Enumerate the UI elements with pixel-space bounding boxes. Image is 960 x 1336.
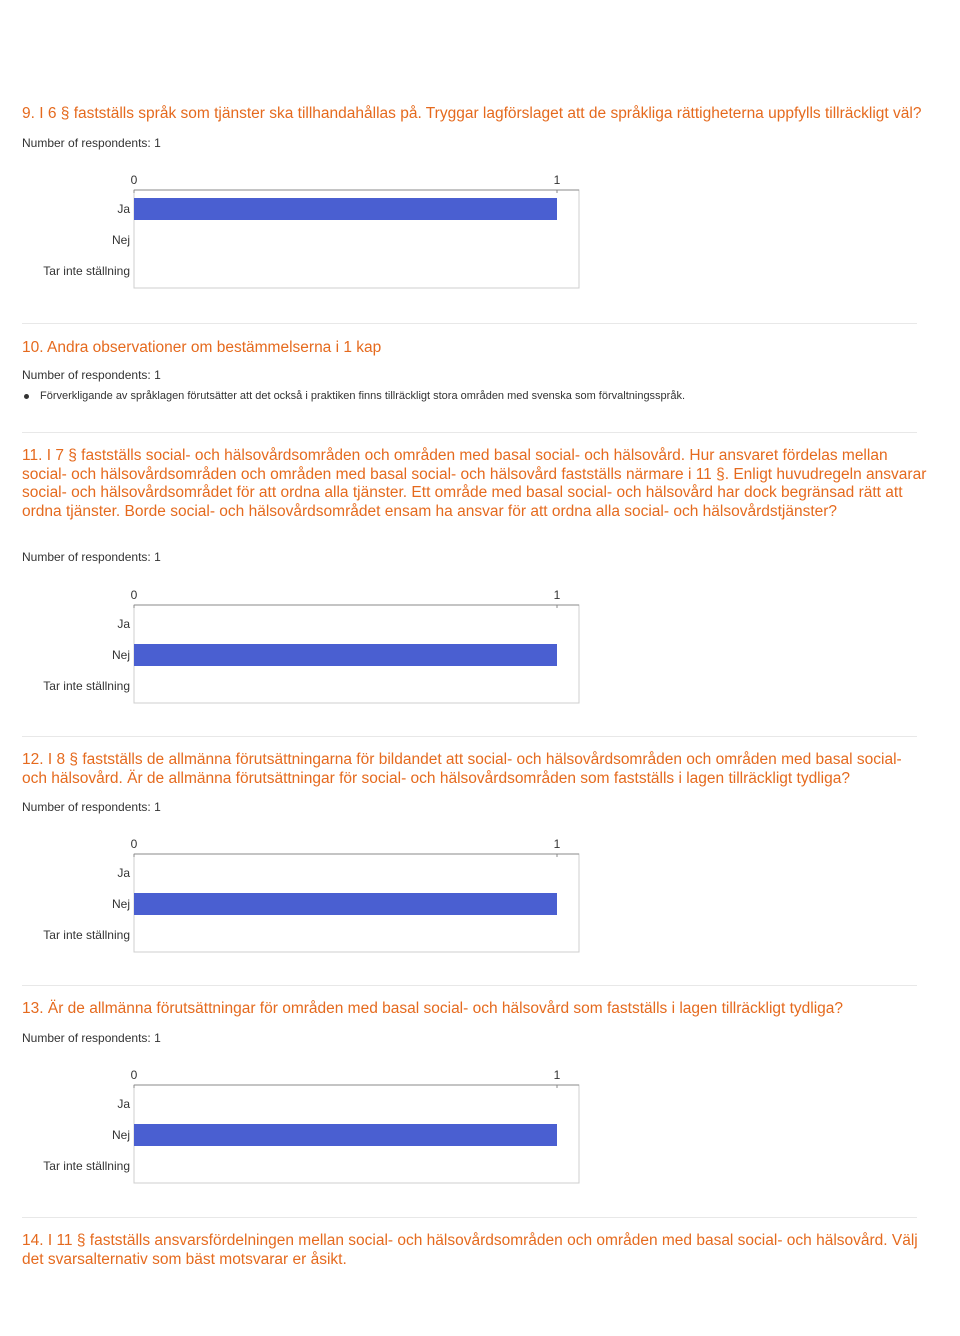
divider (22, 432, 917, 433)
question-12-respondents: Number of respondents: 1 (22, 800, 161, 814)
x-tick-label: 1 (553, 588, 561, 602)
x-tick-label: 0 (130, 588, 138, 602)
question-12-chart (0, 834, 600, 974)
x-tick-label: 1 (553, 837, 561, 851)
category-label: Nej (111, 648, 130, 662)
question-12-title: 12. I 8 § fastställs de allmänna förutsättningarna för bildandet att social- och hälsovårdsområden och områden med basal social- och hälsovård. Är de allmänna förutsättningar för social- och hälsovårdsområden som fastställs i lagen tillräckligt tydliga? (22, 751, 902, 787)
question-13-respondents: Number of respondents: 1 (22, 1031, 161, 1045)
divider (22, 985, 917, 986)
question-11-title: 11. I 7 § fastställs social- och hälsovårdsområden och områden med basal social- och hälsovård. Hur ansvaret fördelas mellan social- och hälsovårdsområden och områden med basal social- och hälsovård fastställs närmare i 11 §. Enligt huvudregeln ansvarar social- och hälsovårdsområdet för att ordna alla tjänster. Ett område med basal social- och hälsovård har dock begränsad rätt att ordna tjänster. Borde social- och hälsovårdsområdet ensam ha ansvar för att ordna alla social- och hälsovårdstjänster? (22, 447, 927, 520)
x-tick-label: 0 (130, 1068, 138, 1082)
divider (22, 323, 917, 324)
question-10-title: 10. Andra observationer om bestämmelserna i 1 kap (22, 339, 382, 356)
question-10-answer (22, 390, 685, 402)
question-13-title: 13. Är de allmänna förutsättningar för områden med basal social- och hälsovård som fastställs i lagen tillräckligt tydliga? (22, 1000, 844, 1017)
bar (134, 1124, 557, 1146)
bar (134, 644, 557, 666)
bullet-icon (24, 394, 29, 399)
bar (134, 198, 557, 220)
question-10-answer-text: Förverkligande av språklagen förutsätter att det också i praktiken finns tillräckligt stora områden med svenska som förvaltningsspråk. (40, 390, 686, 402)
question-9-respondents: Number of respondents: 1 (22, 136, 161, 150)
question-11-chart (0, 585, 600, 725)
divider (22, 736, 917, 737)
x-tick-label: 1 (553, 1068, 561, 1082)
category-label: Tar inte ställning (43, 264, 130, 278)
question-9-chart (0, 170, 600, 310)
question-11-respondents: Number of respondents: 1 (22, 550, 161, 564)
divider (22, 1217, 917, 1218)
category-label: Tar inte ställning (43, 1159, 130, 1173)
category-label: Ja (117, 202, 130, 216)
question-10-respondents: Number of respondents: 1 (22, 368, 161, 382)
category-label: Nej (111, 233, 130, 247)
question-13-chart (0, 1065, 600, 1205)
x-tick-label: 1 (553, 173, 561, 187)
category-label: Nej (111, 1128, 130, 1142)
category-label: Ja (117, 617, 130, 631)
category-label: Ja (117, 1097, 130, 1111)
x-tick-label: 0 (130, 173, 138, 187)
question-9-title: 9. I 6 § fastställs språk som tjänster ska tillhandahållas på. Tryggar lagförslaget att de språkliga rättigheterna uppfylls tillräckligt väl? (22, 105, 922, 122)
category-label: Tar inte ställning (43, 679, 130, 693)
bar (134, 893, 557, 915)
x-tick-label: 0 (130, 837, 138, 851)
category-label: Ja (117, 866, 130, 880)
category-label: Nej (111, 897, 130, 911)
category-label: Tar inte ställning (43, 928, 130, 942)
question-14-title: 14. I 11 § fastställs ansvarsfördelningen mellan social- och hälsovårdsområden och områden med basal social- och hälsovård. Välj det svarsalternativ som bäst motsvarar er åsikt. (22, 1232, 918, 1268)
